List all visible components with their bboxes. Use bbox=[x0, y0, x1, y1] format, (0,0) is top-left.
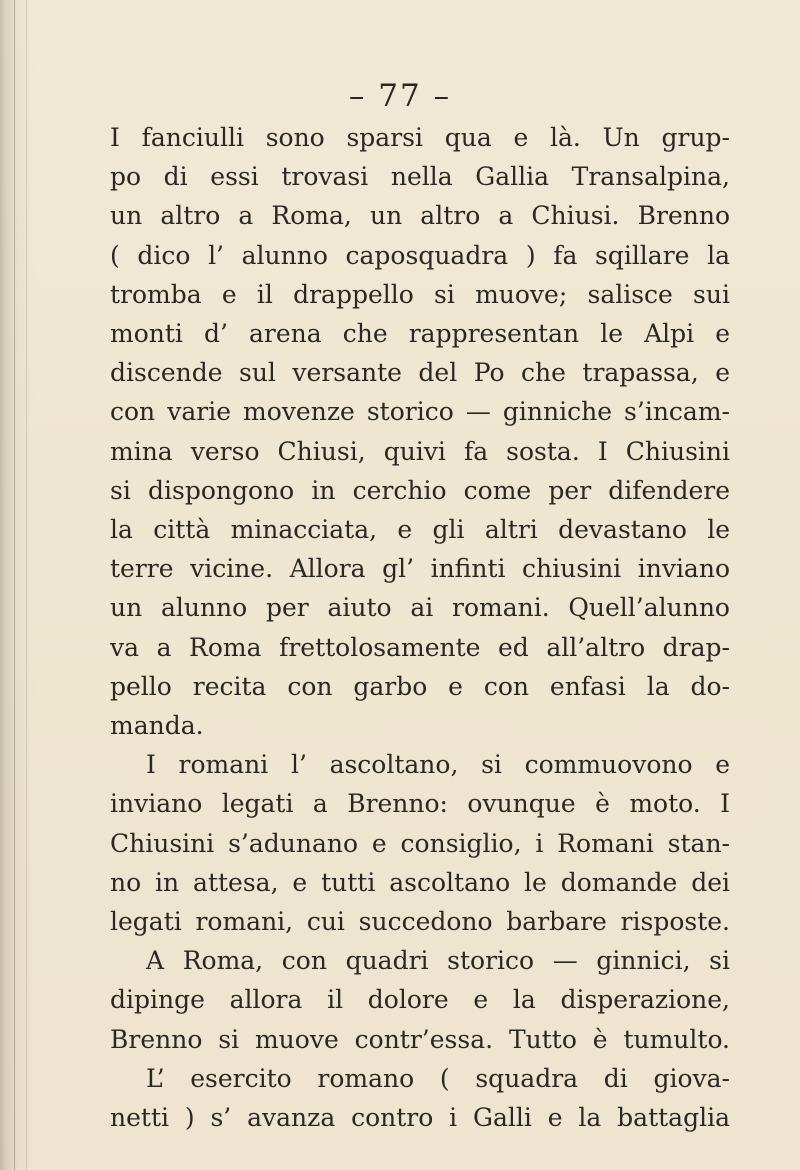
text-line: discende sul versante del Po che trapassa, e bbox=[110, 358, 730, 388]
text-line: si dispongono in cerchio come per difendere bbox=[110, 475, 730, 505]
text-line: no in attesa, e tutti ascoltano le domande dei bbox=[110, 867, 730, 897]
text-line: Brenno si muove contr’essa. Tutto è tumulto. bbox=[110, 1024, 730, 1054]
text-line: ( dico l’ alunno caposquadra ) fa sqillare la bbox=[110, 240, 730, 270]
binding-gutter-edge bbox=[26, 0, 27, 1170]
text-line: manda. bbox=[110, 711, 204, 741]
text-line: va a Roma frettolosamente ed all’altro drap- bbox=[110, 632, 730, 662]
text-line: la città minacciata, e gli altri devastano le bbox=[110, 515, 730, 545]
text-line: un alunno per aiuto ai romani. Quell’alunno bbox=[110, 593, 730, 623]
text-line: Chiusini s’adunano e consiglio, i Romani stan- bbox=[110, 828, 730, 858]
text-line: terre vicine. Allora gl’ infinti chiusini inviano bbox=[110, 554, 730, 584]
text-line: dipinge allora il dolore e la disperazione, bbox=[110, 985, 730, 1015]
text-line: mina verso Chiusi, quivi fa sosta. I Chiusini bbox=[110, 436, 730, 466]
text-line: pello recita con garbo e con enfasi la do- bbox=[110, 671, 730, 701]
binding-gutter-shadow bbox=[14, 0, 15, 1170]
page-number: – 77 – bbox=[348, 78, 452, 114]
text-line: netti ) s’ avanza contro i Galli e la battaglia bbox=[110, 1103, 730, 1133]
text-line: monti d’ arena che rappresentan le Alpi e bbox=[110, 319, 730, 349]
text-line: A Roma, con quadri storico — ginnici, si bbox=[146, 946, 730, 976]
text-line: po di essi trovasi nella Gallia Transalpina, bbox=[110, 162, 730, 192]
text-line: I romani l’ ascoltano, si commuovono e bbox=[146, 750, 730, 780]
body-text bbox=[110, 118, 730, 1137]
text-line: un altro a Roma, un altro a Chiusi. Brenno bbox=[110, 201, 730, 231]
text-line: tromba e il drappello si muove; salisce sui bbox=[110, 279, 730, 309]
text-line: L’ esercito romano ( squadra di giova- bbox=[146, 1063, 730, 1093]
text-line: I fanciulli sono sparsi qua e là. Un grup- bbox=[110, 123, 730, 152]
text-line: con varie movenze storico — ginniche s’incam- bbox=[110, 397, 730, 427]
text-line: legati romani, cui succedono barbare risposte. bbox=[110, 907, 730, 937]
text-line: inviano legati a Brenno: ovunque è moto. I bbox=[110, 789, 730, 819]
